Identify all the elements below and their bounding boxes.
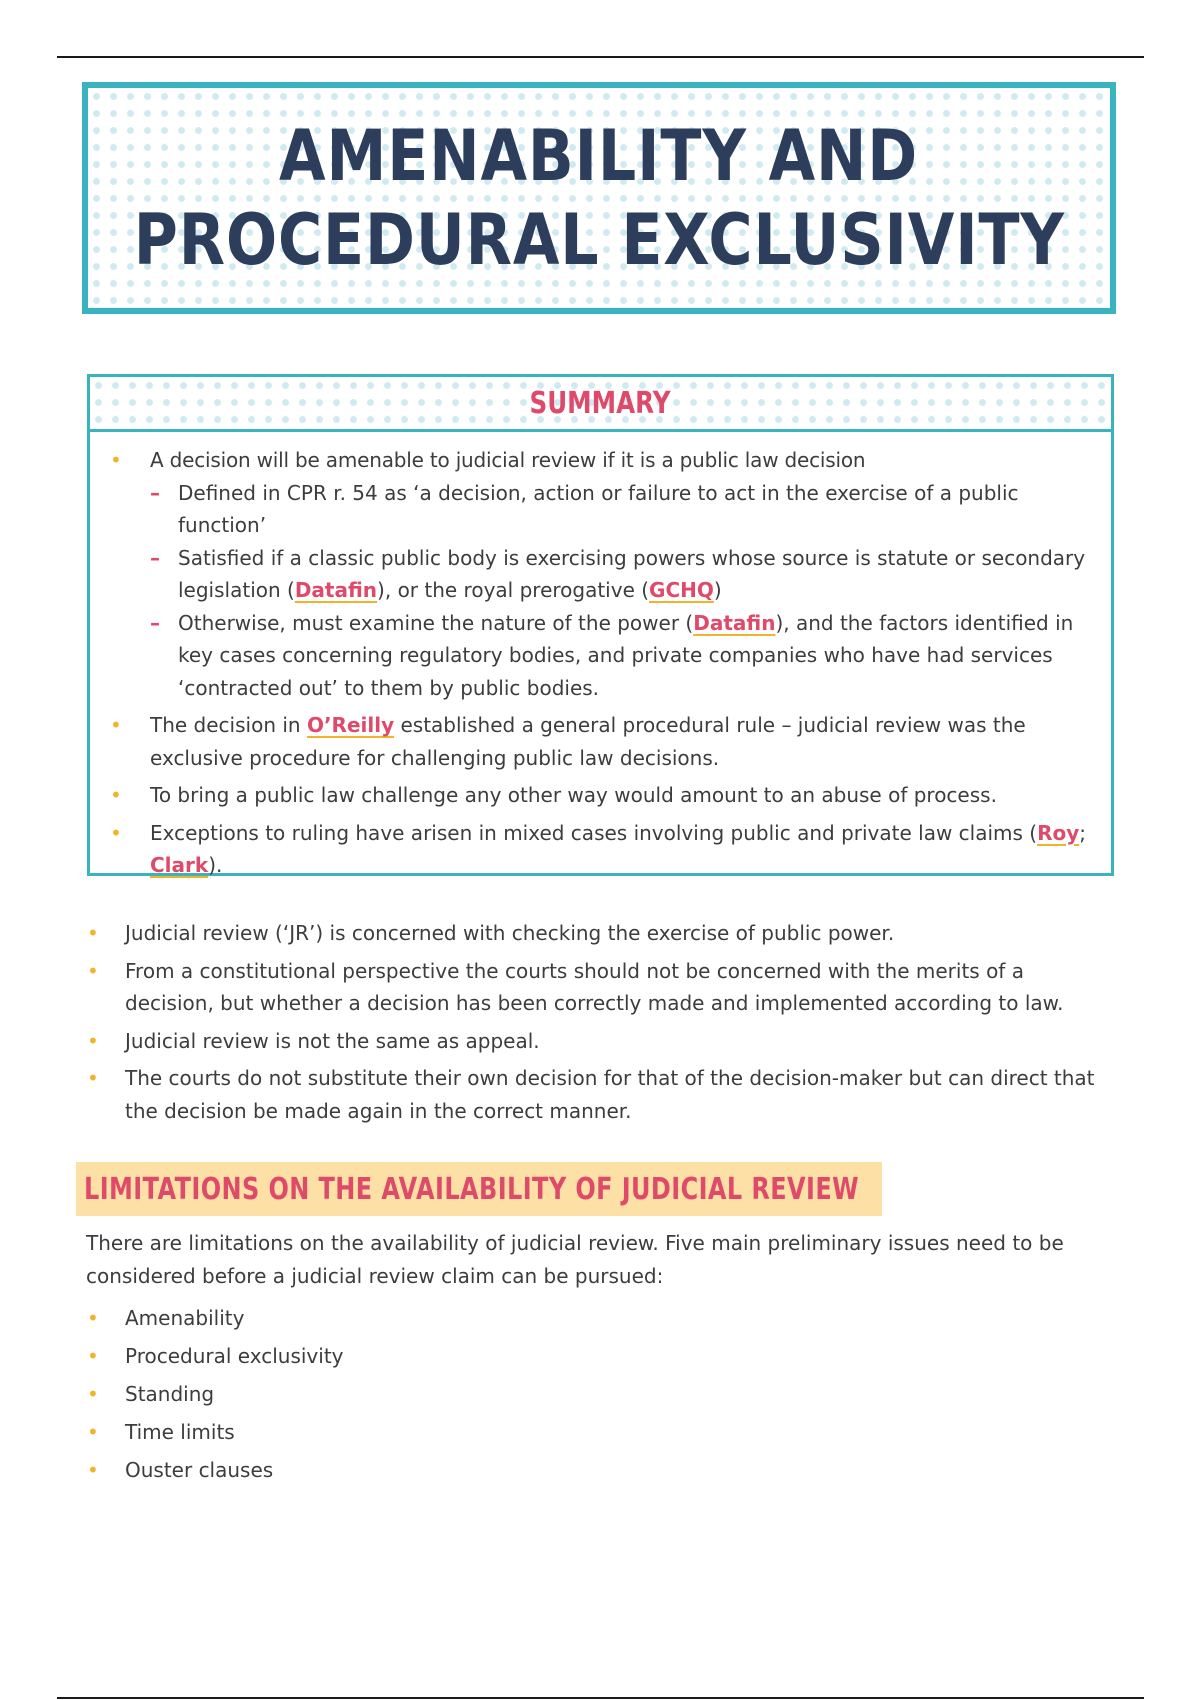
summary-dash-2-text-mid: ), or the royal prerogative ( — [377, 578, 650, 602]
case-link-oreilly[interactable]: O’Reilly — [306, 713, 395, 737]
limitations-heading: LIMITATIONS ON THE AVAILABILITY OF JUDICIAL REVIEW — [84, 1171, 859, 1207]
title-banner — [82, 82, 1116, 314]
summary-bullet-2 — [106, 709, 1091, 774]
summary-dash-3 — [150, 607, 1091, 705]
case-link-datafin-2[interactable]: Datafin — [693, 610, 776, 635]
summary-dash-3-text-post: ), and the factors identified in key cases concerning regulatory bodies, and private companies who have had services ‘contracted out’ to them by public bodies. — [178, 610, 1074, 700]
summary-dash-2 — [150, 542, 1091, 607]
case-link-clark[interactable]: Clark — [150, 853, 209, 877]
preliminary-issues — [83, 1302, 683, 1492]
summary-bullet-1-text: A decision will be amenable to judicial review if it is a public law decision — [150, 448, 866, 472]
main-points-list — [83, 917, 1103, 1127]
main-point: • Judicial review is not the same as appeal. — [83, 1025, 1103, 1058]
summary-list — [106, 444, 1091, 882]
summary-dash-2-text-pre: Satisfied if a classic public body is exercising powers whose source is statute or secondary legislation ( — [178, 545, 1086, 602]
main-point: • Judicial review (‘JR’) is concerned with checking the exercise of public power. — [83, 917, 1103, 950]
bottom-rule — [57, 1697, 1144, 1699]
issue-item: • Standing — [83, 1378, 683, 1411]
summary-header — [90, 377, 1111, 432]
summary-box — [87, 374, 1114, 876]
summary-bullet-4 — [106, 817, 1091, 882]
limitations-heading-bar — [76, 1162, 882, 1216]
summary-bullet-4-pre: Exceptions to ruling have arisen in mixed cases involving public and private law claims ( — [150, 820, 1038, 845]
case-link-gchq[interactable]: GCHQ — [649, 578, 714, 602]
summary-sublist — [150, 477, 1091, 705]
summary-bullet-2-pre: The decision in — [150, 713, 307, 737]
summary-dash-3-text-pre: Otherwise, must examine the nature of the power ( — [178, 610, 694, 635]
summary-dash-2-text-post: ) — [713, 578, 722, 602]
main-points — [83, 917, 1103, 1132]
summary-bullet-4-mid: ; — [1079, 820, 1087, 845]
summary-bullet-1 — [106, 444, 1091, 704]
summary-bullet-3-text: To bring a public law challenge any other way would amount to an abuse of process. — [150, 783, 997, 807]
main-point: • From a constitutional perspective the courts should not be concerned with the merits of a decision, but whether a decision has been correctly made and implemented according to law. — [83, 955, 1103, 1020]
summary-heading: SUMMARY — [529, 385, 672, 421]
issue-item: • Amenability — [83, 1302, 683, 1335]
summary-bullet-2-post: established a general procedural rule – judicial review was the exclusive procedure for challenging public law decisions. — [150, 713, 1026, 770]
summary-dash-1-text: Defined in CPR r. 54 as ‘a decision, action or failure to act in the exercise of a public function’ — [178, 480, 1019, 537]
page-title-line-2: PROCEDURAL EXCLUSIVITY — [133, 199, 1065, 281]
case-link-roy[interactable]: Roy — [1037, 820, 1080, 845]
main-point: • The courts do not substitute their own decision for that of the decision-maker but can direct that the decision be made again in the correct manner. — [83, 1062, 1103, 1127]
issue-item: • Ouster clauses — [83, 1454, 683, 1487]
preliminary-issues-list — [83, 1302, 683, 1487]
issue-item: • Time limits — [83, 1416, 683, 1449]
limitations-intro: There are limitations on the availability of judicial review. Five main preliminary issues need to be considered before a judicial review claim can be pursued: — [86, 1231, 1064, 1288]
summary-bullet-3 — [106, 779, 1091, 812]
summary-body — [90, 432, 1111, 882]
issue-item: • Procedural exclusivity — [83, 1340, 683, 1373]
summary-dash-1 — [150, 477, 1091, 542]
case-link-datafin[interactable]: Datafin — [294, 578, 378, 602]
top-rule — [57, 56, 1144, 58]
page-title-line-1: AMENABILITY AND — [279, 115, 919, 197]
summary-bullet-4-post: ). — [208, 853, 223, 877]
